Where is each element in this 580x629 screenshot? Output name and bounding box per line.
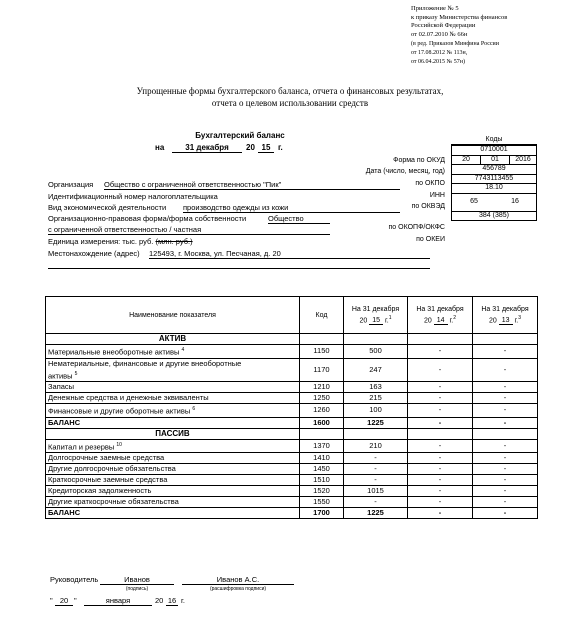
row-v1: 210 <box>344 439 408 453</box>
row-name: БАЛАНС <box>46 417 300 428</box>
inn-label: ИНН <box>429 192 445 199</box>
row-code: 1410 <box>300 453 344 464</box>
row-v2: - <box>408 508 473 519</box>
row-v2: - <box>408 417 473 428</box>
row-name: Долгосрочные заемные средства <box>46 453 300 464</box>
row-v1: 163 <box>344 382 408 393</box>
row-v2: - <box>408 345 473 359</box>
sign-date-q1: " <box>50 596 53 605</box>
row-code: 1520 <box>300 486 344 497</box>
row-name: Кредиторская задолженность <box>46 486 300 497</box>
signature-value: Иванов <box>100 575 174 585</box>
address-label: Местонахождение (адрес) <box>48 249 140 258</box>
address-value: 125493, г. Москва, ул. Песчаная, д. 20 <box>149 249 430 259</box>
row-v3: - <box>473 508 538 519</box>
date-year-prefix: 20 <box>246 143 255 152</box>
appendix-line4: от 02.07.2010 № 66н <box>411 31 468 38</box>
col-year3-header: На 31 декабря 20 13 г.$^3$ <box>473 297 538 334</box>
row-v3: - <box>473 497 538 508</box>
row-code: 1450 <box>300 464 344 475</box>
section-liabilities <box>46 428 538 439</box>
unit-strike: (млн. руб.) <box>155 237 193 246</box>
org-value: Общество с ограниченной ответственностью "Пик" <box>104 180 400 190</box>
row-v1: - <box>344 497 408 508</box>
table-row <box>46 453 538 464</box>
row-v2: - <box>408 382 473 393</box>
row-v3: - <box>473 358 538 382</box>
sign-date-g: г. <box>181 596 185 605</box>
balance-title: Бухгалтерский баланс <box>195 131 285 140</box>
row-name: Материальные внеоборотные активы $^4$ <box>46 345 300 359</box>
row-code: 1700 <box>300 508 344 519</box>
row-v2: - <box>408 404 473 418</box>
section-assets <box>46 334 538 345</box>
col-code-header: Код <box>300 297 344 334</box>
sign-date-q2: " <box>74 596 77 605</box>
appendix-line3: Российской Федерации <box>411 22 476 29</box>
table-row <box>46 439 538 453</box>
row-code: 1510 <box>300 475 344 486</box>
signature-caption: (подпись) <box>125 586 149 592</box>
okei-code: 384 (385) <box>452 211 537 221</box>
row-v2: - <box>408 453 473 464</box>
row-v1: 500 <box>344 345 408 359</box>
head-label: Руководитель <box>50 575 99 584</box>
legal-form-value2: с ограниченной ответственностью / частная <box>48 225 330 235</box>
row-name: Запасы <box>46 382 300 393</box>
table-row <box>46 486 538 497</box>
row-name: Денежные средства и денежные эквиваленты <box>46 393 300 404</box>
okpo-label: по ОКПО <box>415 180 445 187</box>
table-row <box>46 393 538 404</box>
row-code: 1600 <box>300 417 344 428</box>
assets-heading: АКТИВ <box>46 334 300 345</box>
row-v1: 1225 <box>344 417 408 428</box>
row-name: Капитал и резервы $^{10}$ <box>46 439 300 453</box>
sign-date-year-prefix: 20 <box>155 596 164 605</box>
col-year1-header: На 31 декабря 20 15 г.$^1$ <box>344 297 408 334</box>
col-year2-header: На 31 декабря 20 14 г.$^2$ <box>408 297 473 334</box>
date-year-code: 2016 <box>510 155 537 165</box>
row-v2: - <box>408 475 473 486</box>
row-v2: - <box>408 497 473 508</box>
row-name: Краткосрочные заемные средства <box>46 475 300 486</box>
row-v3: - <box>473 382 538 393</box>
name-value: Иванов А.С. <box>182 575 294 585</box>
okei-label: по ОКЕИ <box>416 236 445 243</box>
row-v1: 1225 <box>344 508 408 519</box>
row-v3: - <box>473 393 538 404</box>
row-name: Другие долгосрочные обязательства <box>46 464 300 475</box>
row-v2: - <box>408 486 473 497</box>
form-title-line2: отчета о целевом использовании средств <box>211 98 369 108</box>
okopf-cell <box>452 193 537 211</box>
unit-label <box>48 237 193 246</box>
date-day-code: 20 <box>452 155 481 165</box>
okfs-code: 16 <box>511 198 519 205</box>
sign-date-month: января <box>84 596 152 606</box>
row-code: 1210 <box>300 382 344 393</box>
row-v3: - <box>473 475 538 486</box>
row-v3: - <box>473 417 538 428</box>
row-v3: - <box>473 464 538 475</box>
activity-label: Вид экономической деятельности <box>48 203 167 212</box>
codes-header: Коды <box>485 136 503 143</box>
row-v2: - <box>408 393 473 404</box>
table-row <box>46 358 538 382</box>
appendix-line6: от 17.08.2012 № 113н, <box>411 50 468 56</box>
form-title-line1: Упрощенные формы бухгалтерского баланса, отчета о финансовых результатах, <box>136 86 444 96</box>
date-on: на <box>155 143 165 152</box>
col-name-header: Наименование показателя <box>46 297 300 334</box>
row-v2: - <box>408 464 473 475</box>
table-row <box>46 497 538 508</box>
row-v3: - <box>473 439 538 453</box>
row-name: Другие краткосрочные обязательства <box>46 497 300 508</box>
row-name: Нематериальные, финансовые и другие внеоборотные активы $^5$ <box>46 358 300 382</box>
table-row <box>46 475 538 486</box>
okved-code: 18.10 <box>452 184 537 194</box>
row-v1: - <box>344 453 408 464</box>
legal-form-label: Организационно-правовая форма/форма собственности <box>48 214 247 223</box>
sign-date-day: 20 <box>55 596 73 606</box>
unit-label-text: Единица измерения: тыс. руб. <box>48 237 154 246</box>
okpo-code: 456789 <box>452 165 537 175</box>
inn-code: 7743113455 <box>452 174 537 184</box>
date-label: Дата (число, месяц, год) <box>365 168 445 175</box>
balance-table <box>45 296 538 519</box>
date-g: г. <box>278 143 283 152</box>
date-month-code: 01 <box>481 155 510 165</box>
row-v1: 100 <box>344 404 408 418</box>
row-code: 1260 <box>300 404 344 418</box>
table-row-total <box>46 417 538 428</box>
table-row <box>46 382 538 393</box>
okved-label: по ОКВЭД <box>411 203 445 210</box>
date-year: 15 <box>258 143 274 153</box>
row-code: 1170 <box>300 358 344 382</box>
date-day: 31 декабря <box>172 143 242 153</box>
inn-field-label: Идентификационный номер налогоплательщика <box>48 192 218 201</box>
row-v1: 215 <box>344 393 408 404</box>
table-row <box>46 464 538 475</box>
okopf-label: по ОКОПФ/ОКФС <box>388 224 445 231</box>
legal-form-value1: Общество <box>268 214 330 224</box>
activity-value: производство одежды из кожи <box>183 203 400 213</box>
appendix-line1: Приложение № 5 <box>411 5 459 12</box>
sign-date-year: 16 <box>167 596 177 605</box>
appendix-line2: к приказу Министерства финансов <box>411 14 508 21</box>
row-code: 1370 <box>300 439 344 453</box>
org-label: Организация <box>48 180 94 189</box>
table-row <box>46 404 538 418</box>
liab-heading: ПАССИВ <box>46 428 300 439</box>
table-row <box>46 345 538 359</box>
row-v1: 247 <box>344 358 408 382</box>
codes-table <box>451 145 537 221</box>
row-v3: - <box>473 453 538 464</box>
appendix-line7: от 06.04.2015 № 57н) <box>411 59 465 65</box>
row-v3: - <box>473 345 538 359</box>
okud-label: Форма по ОКУД <box>393 157 445 164</box>
row-code: 1250 <box>300 393 344 404</box>
row-v1: 1015 <box>344 486 408 497</box>
appendix-line5: (в ред. Приказов Минфина России <box>411 41 499 47</box>
row-v2: - <box>408 358 473 382</box>
row-v1: - <box>344 475 408 486</box>
table-row-total <box>46 508 538 519</box>
name-caption: (расшифровка подписи) <box>209 586 267 592</box>
row-code: 1150 <box>300 345 344 359</box>
row-name: БАЛАНС <box>46 508 300 519</box>
row-code: 1550 <box>300 497 344 508</box>
row-v3: - <box>473 404 538 418</box>
row-v2: - <box>408 439 473 453</box>
row-v1: - <box>344 464 408 475</box>
okopf-code: 65 <box>470 198 478 205</box>
row-name: Финансовые и другие оборотные активы $^6$ <box>46 404 300 418</box>
row-v3: - <box>473 486 538 497</box>
okud-code: 0710001 <box>452 146 537 156</box>
